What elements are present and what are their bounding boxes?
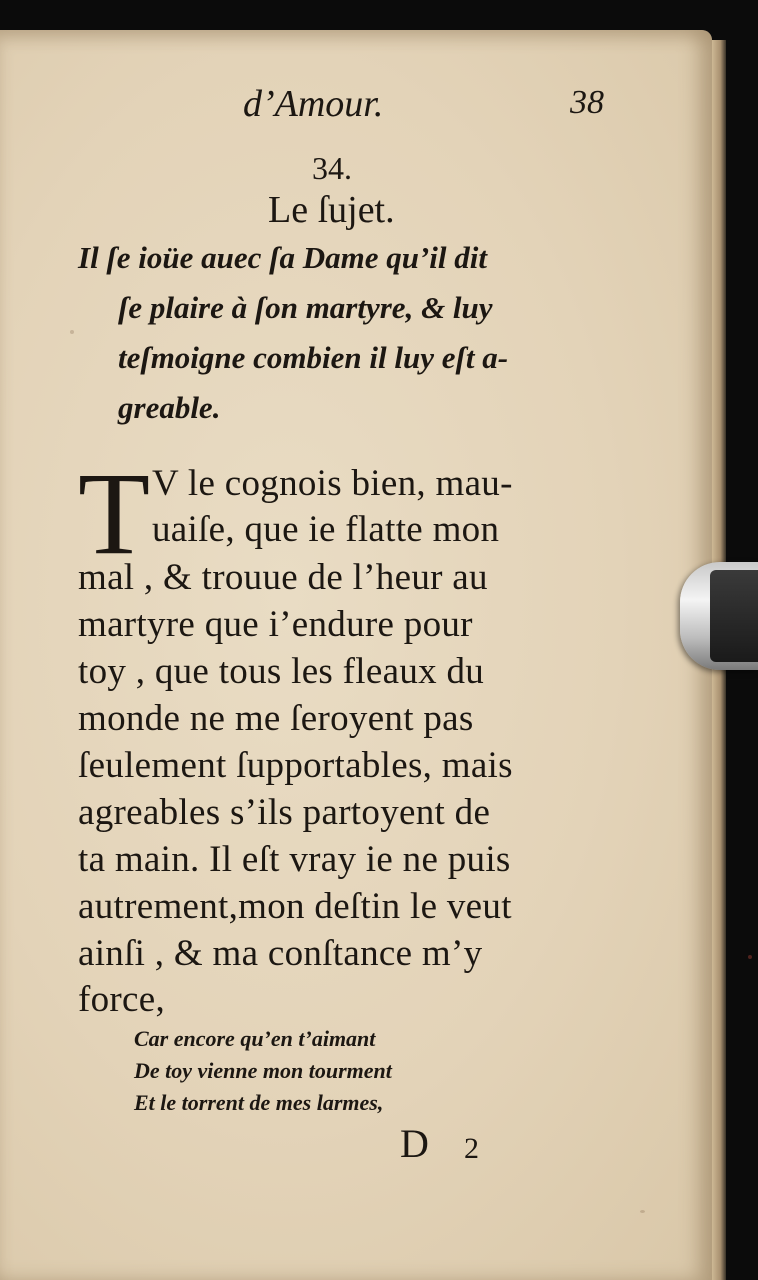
signature-mark: D <box>400 1121 429 1166</box>
summary-line: Il ſe ioüe auec ſa Dame qu’il dit <box>78 240 487 275</box>
summary-line: ſe plaire à ſon martyre, & luy <box>118 290 493 325</box>
body-line: autrement,mon deſtin le veut <box>78 886 512 927</box>
paper-fleck <box>640 1210 645 1213</box>
signature-number: 2 <box>464 1132 479 1165</box>
page-number: 38 <box>570 84 604 121</box>
page-clip-shadow <box>710 570 758 662</box>
verse-line: Et le torrent de mes larmes, <box>134 1090 384 1115</box>
body-line: uaiſe, que ie flatte mon <box>152 509 500 550</box>
summary-line: teſmoigne combien il luy eſt a- <box>118 340 509 375</box>
subject-heading: Le ſujet. <box>268 189 395 231</box>
summary-line: greable. <box>118 390 221 425</box>
body-line: mal , & trouue de l’heur au <box>78 557 488 598</box>
body-line: agreables s’ils partoyent de <box>78 792 491 833</box>
body-line: martyre que i’endure pour <box>78 604 473 645</box>
body-line: ſeulement ſupportables, mais <box>78 745 513 786</box>
body-line: force, <box>78 979 166 1020</box>
body-line: V le cognois bien, mau- <box>152 463 513 504</box>
paper-fleck <box>70 330 74 334</box>
verse-line: Car encore qu’en t’aimant <box>134 1026 376 1051</box>
drop-cap: T <box>78 448 151 579</box>
paper-fleck <box>748 955 752 959</box>
body-line: toy , que tous les fleaux du <box>78 651 485 692</box>
body-line: monde ne me ſeroyent pas <box>78 698 474 739</box>
running-head: d’Amour. <box>243 83 384 125</box>
verse-line: De toy vienne mon tourment <box>134 1058 392 1083</box>
body-line: ainſi , & ma conſtance m’y <box>78 933 483 974</box>
body-line: ta main. Il eſt vray ie ne puis <box>78 839 511 880</box>
section-number: 34. <box>312 150 352 186</box>
